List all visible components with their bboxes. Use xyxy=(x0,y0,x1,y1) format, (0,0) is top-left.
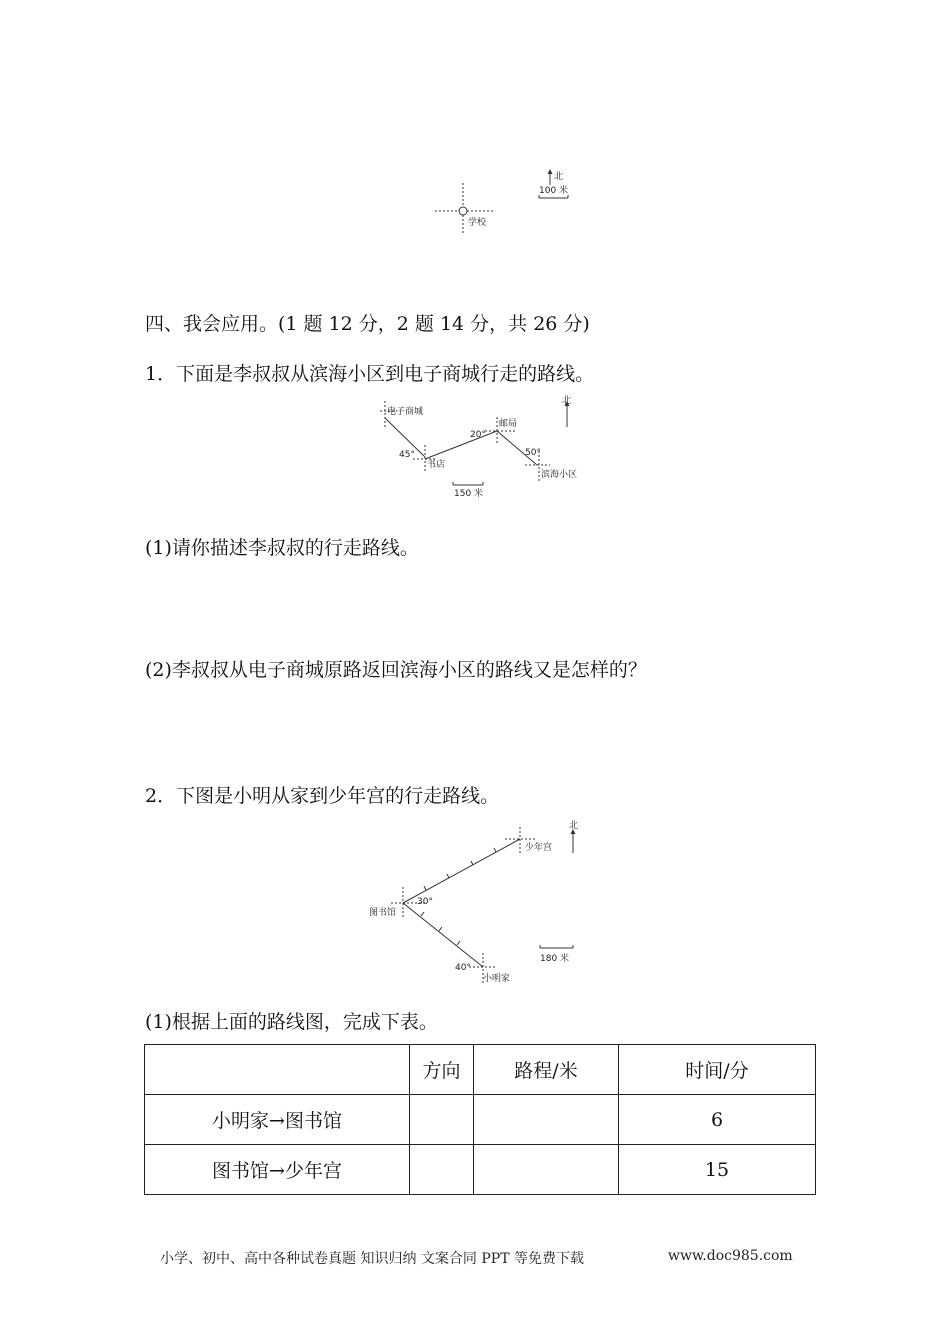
section-heading: 四、我会应用。(1 题 12 分，2 题 14 分，共 26 分) xyxy=(145,313,590,335)
answer-cell[interactable] xyxy=(474,1095,619,1145)
north-label: 北 xyxy=(554,172,564,182)
route-segment xyxy=(425,431,497,459)
angle-library: 30° xyxy=(417,897,433,907)
label-electronics-mall: 电子商城 xyxy=(387,407,424,417)
north-label: 北 xyxy=(569,821,579,831)
table-cell: 15 xyxy=(619,1145,816,1195)
label-youth-palace: 少年宫 xyxy=(525,843,553,853)
table-cell: 小明家→图书馆 xyxy=(145,1095,410,1145)
q2-route-map xyxy=(365,815,590,987)
route-segment xyxy=(403,903,483,967)
scale-label: 100 米 xyxy=(539,186,569,196)
school-label: 学校 xyxy=(468,218,487,228)
table-cell: 6 xyxy=(619,1095,816,1145)
school-map xyxy=(425,165,585,235)
label-bookstore: 书店 xyxy=(427,460,446,470)
angle-home: 40° xyxy=(455,963,471,973)
table-header-cell: 路程/米 xyxy=(474,1045,619,1095)
scale-label: 150 米 xyxy=(454,489,484,499)
school-marker xyxy=(459,207,467,215)
footer-url[interactable]: www.doc985.com xyxy=(668,1248,793,1264)
angle-bookstore: 45° xyxy=(399,450,415,460)
table-row xyxy=(145,1095,816,1145)
north-label: 北 xyxy=(562,396,572,406)
table-header-cell: 时间/分 xyxy=(619,1045,816,1095)
answer-cell[interactable] xyxy=(474,1145,619,1195)
q1-prompt: 1．下面是李叔叔从滨海小区到电子商城行走的路线。 xyxy=(145,363,595,385)
table-header-row xyxy=(145,1045,816,1095)
table-header-cell: 方向 xyxy=(410,1045,474,1095)
answer-cell[interactable] xyxy=(410,1145,474,1195)
label-binhai: 滨海小区 xyxy=(541,470,578,480)
label-post-office: 邮局 xyxy=(499,419,518,429)
footer-text: 小学、初中、高中各种试卷真题 知识归纳 文案合同 PPT 等免费下载 xyxy=(160,1251,584,1267)
label-library: 图书馆 xyxy=(369,908,397,918)
q1-route-map xyxy=(375,393,590,503)
scale-label: 180 米 xyxy=(540,954,570,964)
table-row xyxy=(145,1145,816,1195)
q2-sub1: (1)根据上面的路线图，完成下表。 xyxy=(145,1011,438,1033)
answer-table xyxy=(144,1044,816,1195)
angle-binhai: 50° xyxy=(525,448,541,458)
q1-sub2: (2)李叔叔从电子商城原路返回滨海小区的路线又是怎样的？ xyxy=(145,659,647,681)
q1-sub1: (1)请你描述李叔叔的行走路线。 xyxy=(145,537,419,559)
q2-prompt: 2．下图是小明从家到少年宫的行走路线。 xyxy=(145,785,500,807)
route-segment xyxy=(403,839,520,903)
table-header-cell xyxy=(145,1045,410,1095)
answer-cell[interactable] xyxy=(410,1095,474,1145)
table-cell: 图书馆→少年宫 xyxy=(145,1145,410,1195)
label-home: 小明家 xyxy=(483,974,511,984)
angle-post-office: 20° xyxy=(470,430,486,440)
